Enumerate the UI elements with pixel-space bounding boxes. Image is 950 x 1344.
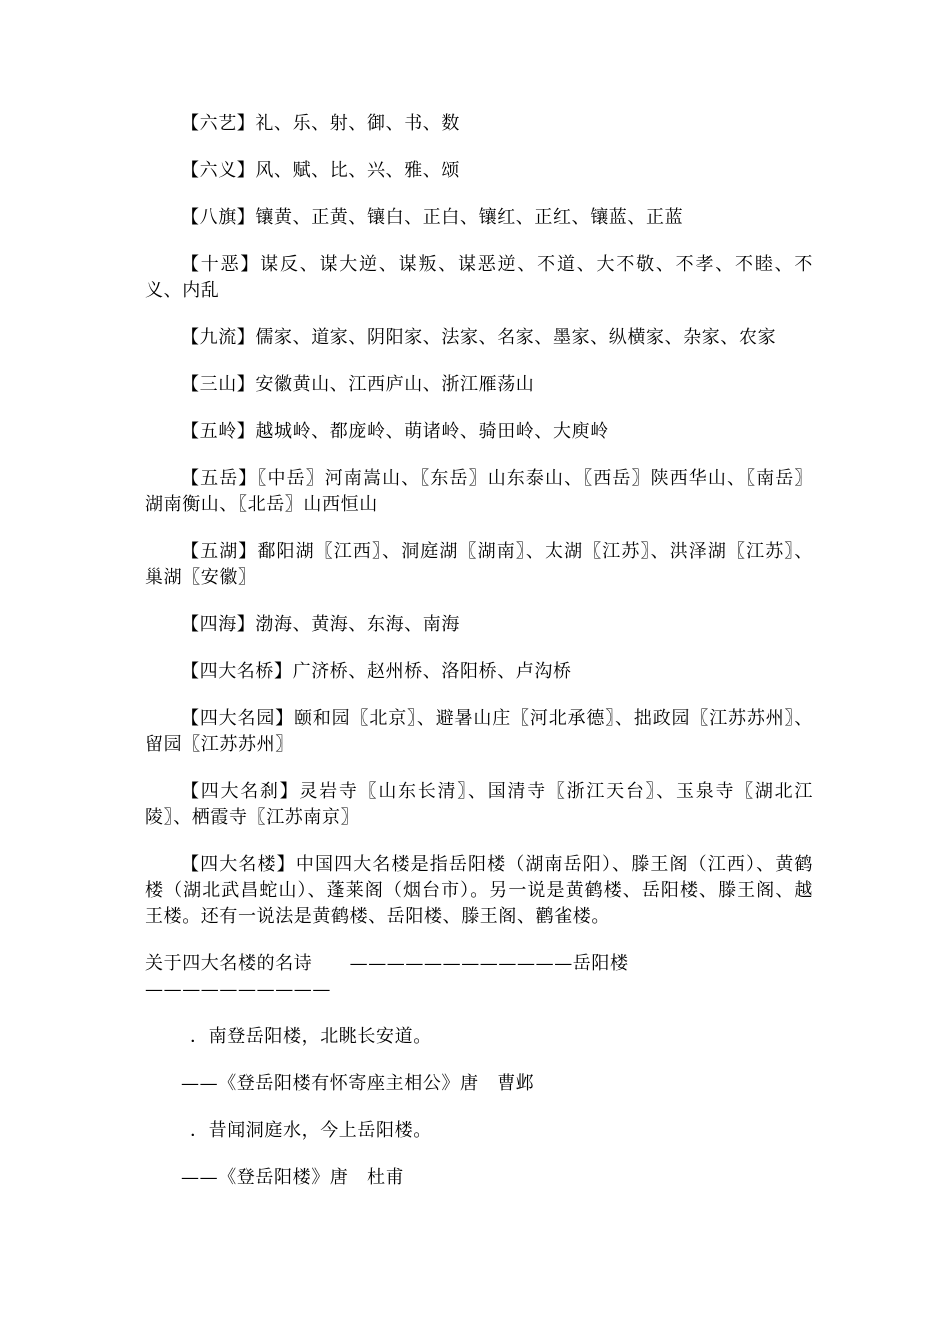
poem-line: ．南登岳阳楼，北眺长安道。 <box>190 1026 432 1047</box>
poem-source: ——《登岳阳楼有怀寄座主相公》唐 曹邺 <box>181 1073 535 1094</box>
entry-key: 【五岳】 <box>181 468 258 489</box>
entry-key: 【五岭】 <box>181 421 256 442</box>
entry-paragraph <box>145 659 813 685</box>
entry-key: 【十恶】 <box>181 254 261 275</box>
poem-line: ．昔闻洞庭水，今上岳阳楼。 <box>190 1120 432 1141</box>
entry-paragraph <box>145 852 813 930</box>
entry-paragraph <box>145 466 813 518</box>
entry-paragraph <box>145 372 813 398</box>
entry-key: 【四大名刹】 <box>181 781 300 802</box>
entry-paragraph <box>145 539 813 591</box>
entry-key: 【四大名园】 <box>181 708 295 729</box>
entry-key: 【九流】 <box>181 327 256 348</box>
entry-paragraph <box>145 706 813 758</box>
entry-paragraph <box>145 325 813 351</box>
entry-value: 中国四大名楼是指岳阳楼（湖南岳阳）、滕王阁（江西）、黄鹤楼（湖北武昌蛇山）、蓬莱阁（烟台市）。另一说是黄鹤楼、岳阳楼、滕王阁、越王楼。还有一说法是黄鹤楼、岳阳楼、滕王阁、鹳雀楼。 <box>145 854 814 927</box>
entry-paragraph <box>145 779 813 831</box>
entry-value: 镶黄、正黄、镶白、正白、镶红、正红、镶蓝、正蓝 <box>255 207 684 228</box>
entry-paragraph <box>145 205 813 231</box>
entry-value: 鄱阳湖〖江西〗、洞庭湖〖湖南〗、太湖〖江苏〗、洪泽湖〖江苏〗、巢湖〖安徽〗 <box>145 541 813 588</box>
entry-value: 灵岩寺〖山东长清〗、国清寺〖浙江天台〗、玉泉寺〖湖北江陵〗、栖霞寺〖江苏南京〗 <box>145 781 813 828</box>
entry-paragraph <box>145 419 813 445</box>
entry-key: 【五湖】 <box>181 541 258 562</box>
entry-value: 渤海、黄海、东海、南海 <box>255 614 461 635</box>
entry-key: 【四大名桥】 <box>181 661 293 682</box>
entry-key: 【六义】 <box>181 160 256 181</box>
entry-value: 风、赋、比、兴、雅、颂 <box>255 160 461 181</box>
entry-key: 【六艺】 <box>181 113 256 134</box>
entry-value: 礼、乐、射、御、书、数 <box>255 113 461 134</box>
entry-value: 〖中岳〗河南嵩山、〖东岳〗山东泰山、〖西岳〗陕西华山、〖南岳〗湖南衡山、〖北岳〗山西恒山 <box>145 468 813 515</box>
entry-value: 儒家、道家、阴阳家、法家、名家、墨家、纵横家、杂家、农家 <box>255 327 777 348</box>
entry-value: 越城岭、都庞岭、萌诸岭、骑田岭、大庾岭 <box>255 421 609 442</box>
entry-list <box>145 111 813 930</box>
entry-value: 谋反、谋大逆、谋叛、谋恶逆、不道、大不敬、不孝、不睦、不义、内乱 <box>145 254 814 301</box>
poem-list <box>145 1024 813 1191</box>
entry-key: 【四海】 <box>181 614 256 635</box>
entry-paragraph <box>145 111 813 137</box>
entry-value: 颐和园〖北京〗、避暑山庄〖河北承德〗、拙政园〖江苏苏州〗、留园〖江苏苏州〗 <box>145 708 813 755</box>
section-heading: 关于四大名楼的名诗 ————————————岳阳楼—————————— <box>145 953 629 1000</box>
entry-value: 安徽黄山、江西庐山、浙江雁荡山 <box>255 374 535 395</box>
entry-key: 【八旗】 <box>181 207 256 228</box>
entry-key: 【三山】 <box>181 374 256 395</box>
entry-value: 广济桥、赵州桥、洛阳桥、卢沟桥 <box>292 661 572 682</box>
entry-key: 【四大名楼】 <box>181 854 296 875</box>
entry-paragraph <box>145 252 813 304</box>
document-page <box>145 111 813 1212</box>
entry-paragraph <box>145 612 813 638</box>
poem-source: ——《登岳阳楼》唐 杜甫 <box>181 1167 405 1188</box>
entry-paragraph <box>145 158 813 184</box>
